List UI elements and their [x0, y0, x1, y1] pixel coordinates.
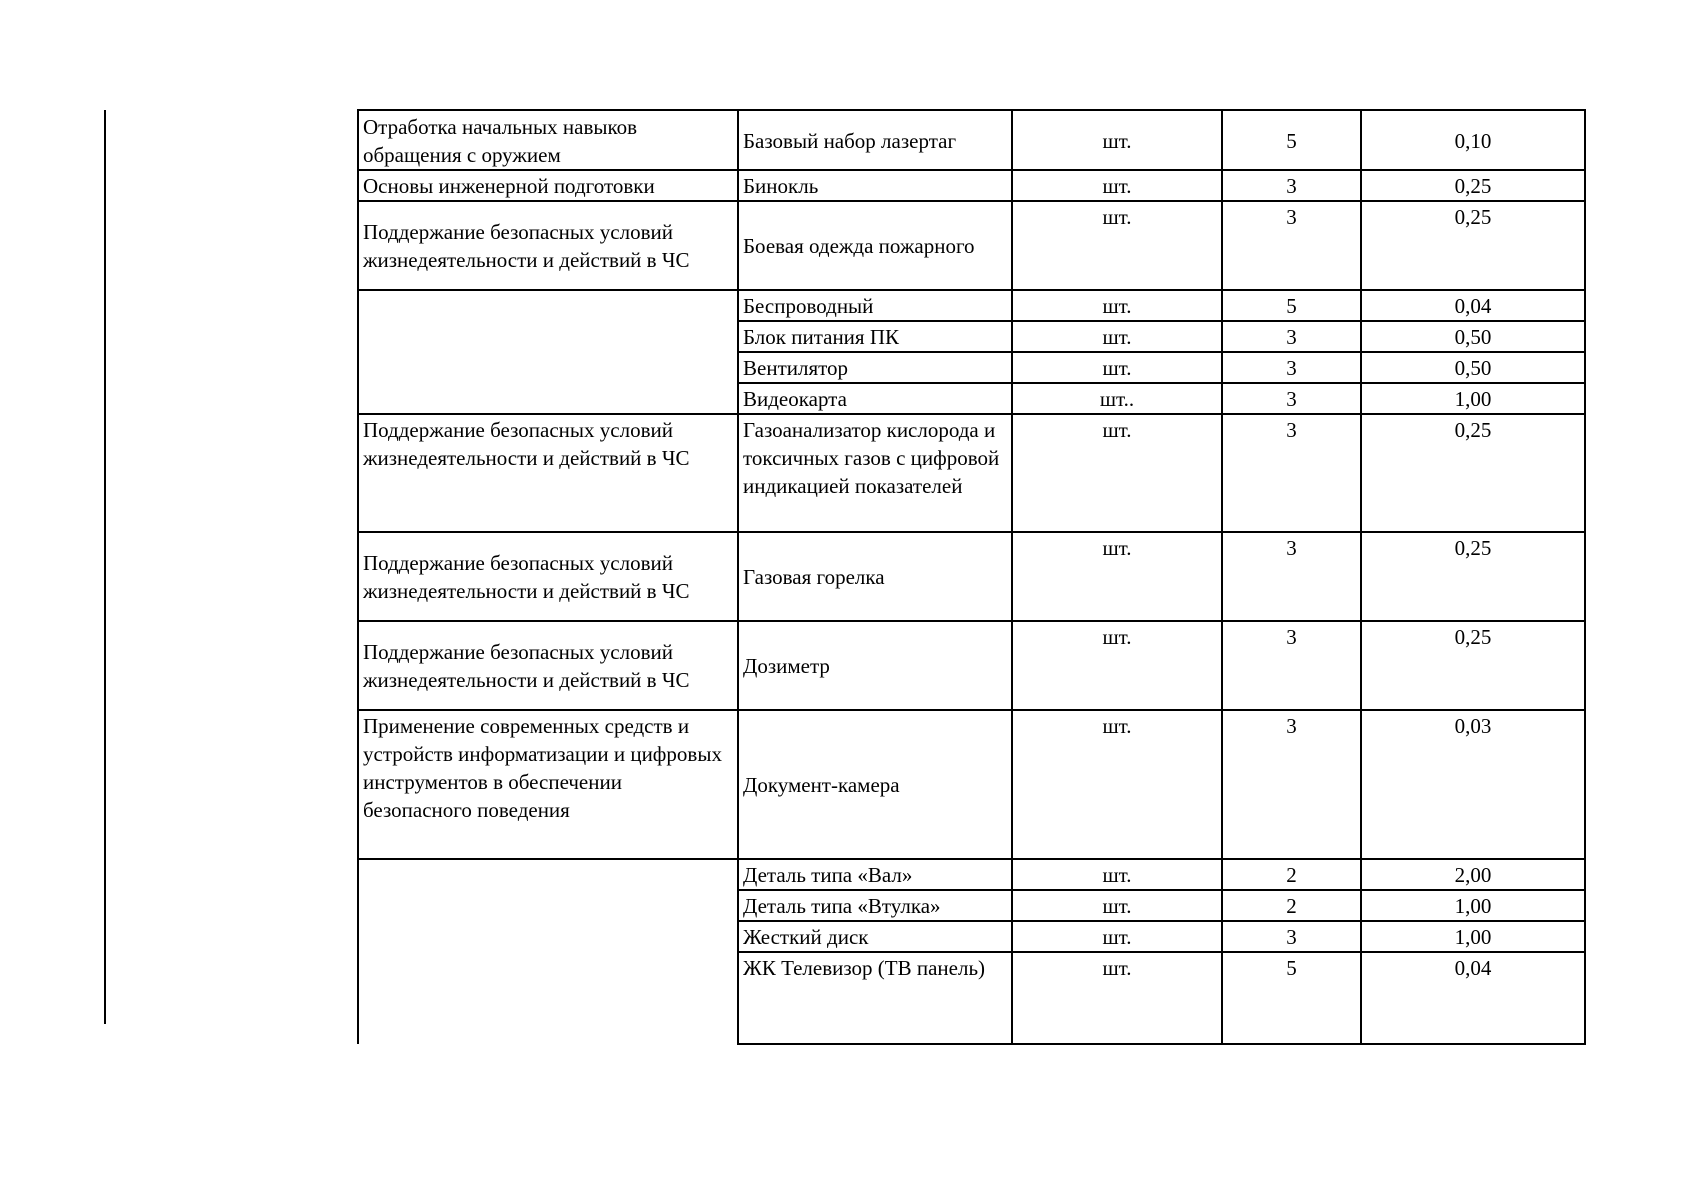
- subject-cell: [358, 859, 738, 1044]
- value-cell: 1,00: [1361, 890, 1585, 921]
- subject-cell: Поддержание безопасных условий жизнедеятельности и действий в ЧС: [358, 201, 738, 290]
- table-row: [358, 170, 1585, 201]
- item-cell: Газоанализатор кислорода и токсичных газов с цифровой индикацией показателей: [738, 414, 1012, 532]
- subject-cell: Основы инженерной подготовки: [358, 170, 738, 201]
- unit-cell: шт.: [1012, 859, 1222, 890]
- qty-cell: 3: [1222, 414, 1361, 532]
- qty-cell: 3: [1222, 201, 1361, 290]
- unit-cell: шт.: [1012, 352, 1222, 383]
- subject-cell: Поддержание безопасных условий жизнедеятельности и действий в ЧС: [358, 414, 738, 532]
- value-cell: 2,00: [1361, 859, 1585, 890]
- value-cell: 0,50: [1361, 352, 1585, 383]
- equipment-table: [357, 109, 1586, 1045]
- item-cell: Газовая горелка: [738, 532, 1012, 621]
- subject-cell: [358, 290, 738, 414]
- unit-cell: шт.: [1012, 621, 1222, 710]
- unit-cell: шт.: [1012, 532, 1222, 621]
- value-cell: 1,00: [1361, 383, 1585, 414]
- value-cell: 0,25: [1361, 201, 1585, 290]
- value-cell: 0,25: [1361, 532, 1585, 621]
- item-cell: Бинокль: [738, 170, 1012, 201]
- table-row: [358, 201, 1585, 290]
- unit-cell: шт.: [1012, 710, 1222, 859]
- subject-cell: Поддержание безопасных условий жизнедеятельности и действий в ЧС: [358, 621, 738, 710]
- qty-cell: 3: [1222, 170, 1361, 201]
- qty-cell: 3: [1222, 532, 1361, 621]
- item-cell: Боевая одежда пожарного: [738, 201, 1012, 290]
- item-cell: Документ-камера: [738, 710, 1012, 859]
- value-cell: 0,25: [1361, 170, 1585, 201]
- value-cell: 0,25: [1361, 414, 1585, 532]
- unit-cell: шт.: [1012, 952, 1222, 1044]
- qty-cell: 5: [1222, 110, 1361, 170]
- qty-cell: 3: [1222, 383, 1361, 414]
- unit-cell: шт.: [1012, 170, 1222, 201]
- item-cell: Видеокарта: [738, 383, 1012, 414]
- qty-cell: 3: [1222, 710, 1361, 859]
- value-cell: 0,50: [1361, 321, 1585, 352]
- qty-cell: 2: [1222, 890, 1361, 921]
- item-cell: Деталь типа «Втулка»: [738, 890, 1012, 921]
- subject-cell: Поддержание безопасных условий жизнедеятельности и действий в ЧС: [358, 532, 738, 621]
- qty-cell: 5: [1222, 952, 1361, 1044]
- qty-cell: 3: [1222, 321, 1361, 352]
- table-row: [358, 290, 1585, 321]
- left-margin-rule: [104, 110, 106, 1024]
- qty-cell: 3: [1222, 621, 1361, 710]
- qty-cell: 5: [1222, 290, 1361, 321]
- table-row: [358, 532, 1585, 621]
- unit-cell: шт.: [1012, 414, 1222, 532]
- item-cell: Блок питания ПК: [738, 321, 1012, 352]
- value-cell: 0,03: [1361, 710, 1585, 859]
- table-row: [358, 621, 1585, 710]
- item-cell: Дозиметр: [738, 621, 1012, 710]
- table-row: [358, 414, 1585, 532]
- item-cell: Базовый набор лазертаг: [738, 110, 1012, 170]
- unit-cell: шт.: [1012, 890, 1222, 921]
- value-cell: 0,25: [1361, 621, 1585, 710]
- table-row: [358, 710, 1585, 859]
- subject-cell: Отработка начальных навыков обращения с оружием: [358, 110, 738, 170]
- unit-cell: шт.: [1012, 921, 1222, 952]
- item-cell: Беспроводный: [738, 290, 1012, 321]
- item-cell: Жесткий диск: [738, 921, 1012, 952]
- item-cell: Деталь типа «Вал»: [738, 859, 1012, 890]
- value-cell: 0,04: [1361, 290, 1585, 321]
- qty-cell: 2: [1222, 859, 1361, 890]
- table-row: [358, 110, 1585, 170]
- qty-cell: 3: [1222, 921, 1361, 952]
- item-cell: Вентилятор: [738, 352, 1012, 383]
- table-row: [358, 859, 1585, 890]
- unit-cell: шт.: [1012, 290, 1222, 321]
- value-cell: 0,10: [1361, 110, 1585, 170]
- subject-cell: Применение современных средств и устройств информатизации и цифровых инструментов в обеспечении безопасного поведения: [358, 710, 738, 859]
- unit-cell: шт.: [1012, 201, 1222, 290]
- qty-cell: 3: [1222, 352, 1361, 383]
- value-cell: 1,00: [1361, 921, 1585, 952]
- unit-cell: шт.: [1012, 321, 1222, 352]
- item-cell: ЖК Телевизор (ТВ панель): [738, 952, 1012, 1044]
- unit-cell: шт.: [1012, 110, 1222, 170]
- value-cell: 0,04: [1361, 952, 1585, 1044]
- unit-cell: шт..: [1012, 383, 1222, 414]
